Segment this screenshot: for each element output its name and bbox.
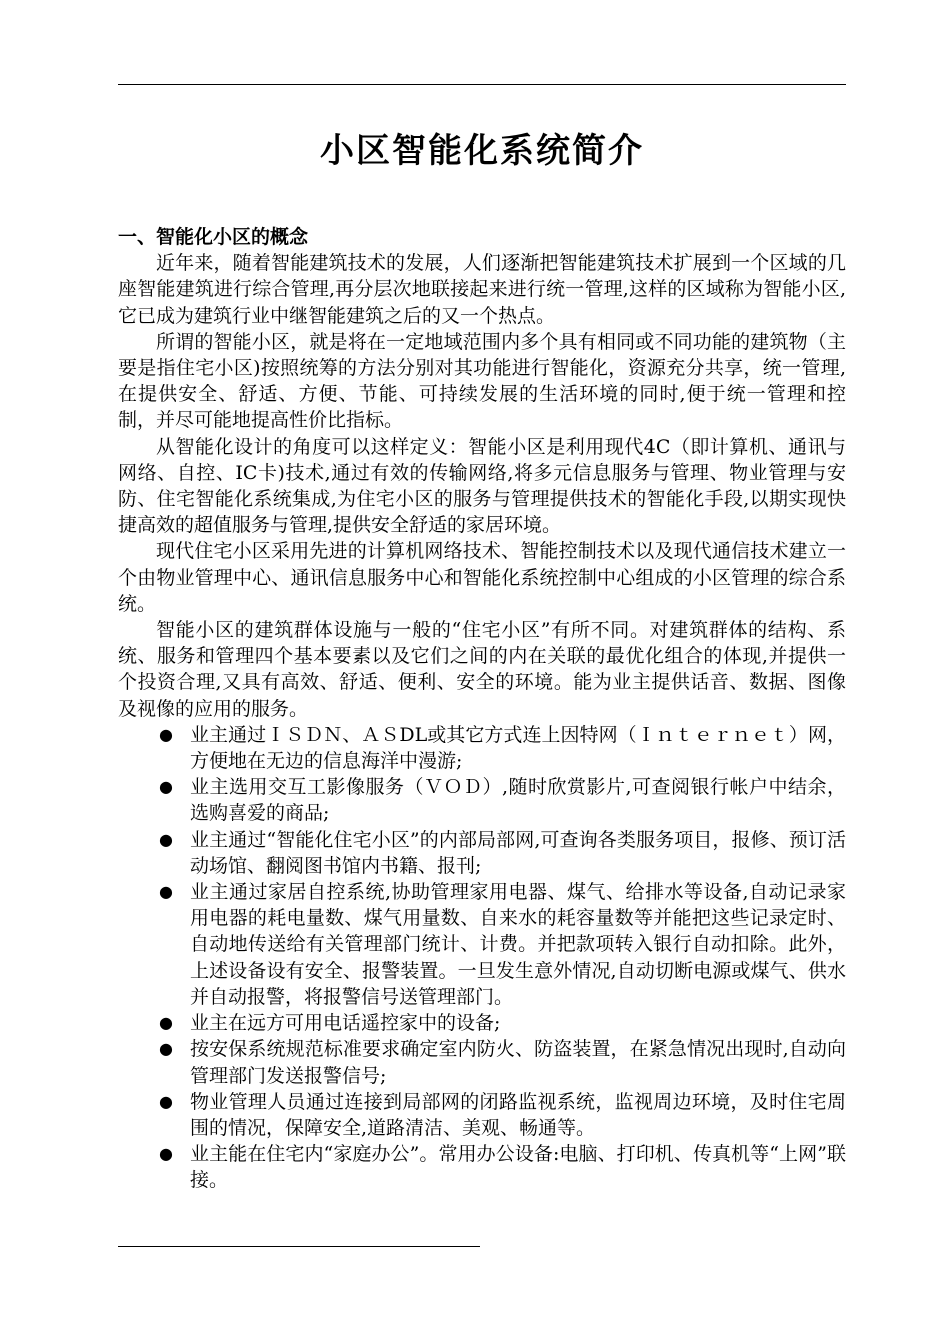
- list-item-text: 业主通过家居自控系统,协助管理家用电器、煤气、给排水等设备,自动记录家用电器的耗电量数、煤气用量数、自来水的耗容量数等并能把这些记录定时、自动地传送给有关管理部门统计、计费。并把款项转入银行自动扣除。此外，上述设备设有安全、报警装置。一旦发生意外情况,自动切断电源或煤气、供水并自动报警，将报警信号送管理部门。: [190, 881, 846, 1008]
- list-item-text: 业主通过“智能化住宅小区”的内部局部网,可查询各类服务项目，报修、预订活动场馆、翻阅图书馆内书籍、报刊;: [190, 828, 846, 877]
- bullet-icon: ●: [159, 829, 173, 849]
- paragraph: 所谓的智能小区，就是将在一定地域范围内多个具有相同或不同功能的建筑物（主要是指住宅小区)按照统筹的方法分别对其功能进行智能化，资源充分共享，统一管理,在提供安全、舒适、方便、节能、可持续发展的生活环境的同时,便于统一管理和控制，并尽可能地提高性价比指标。: [118, 330, 846, 432]
- bullet-icon: ●: [159, 1144, 173, 1164]
- document-page: [118, 0, 846, 1344]
- bullet-icon: ●: [159, 777, 173, 797]
- bullet-list: [118, 722, 846, 1194]
- paragraph: 智能小区的建筑群体设施与一般的“住宅小区”有所不同。对建筑群体的结构、系统、服务和管理四个基本要素以及它们之间的内在关联的最优化组合的体现,并提供一个投资合理,又具有高效、舒适、便利、安全的环境。能为业主提供话音、数据、图像及视像的应用的服务。: [118, 619, 846, 720]
- list-item: [118, 1089, 846, 1141]
- bullet-icon: ●: [159, 724, 173, 744]
- list-item-text: 业主能在住宅内“家庭办公”。常用办公设备:电脑、打印机、传真机等“上网”联接。: [190, 1143, 846, 1192]
- paragraph: 现代住宅小区采用先进的计算机网络技术、智能控制技术以及现代通信技术建立一个由物业管理中心、通讯信息服务中心和智能化系统控制中心组成的小区管理的综合系统。: [118, 540, 846, 615]
- list-item: [118, 827, 846, 879]
- paragraph: 从智能化设计的角度可以这样定义：智能小区是利用现代4C（即计算机、通讯与网络、自控、IC卡)技术,通过有效的传输网络,将多元信息服务与管理、物业管理与安防、住宅智能化系统集成,为住宅小区的服务与管理提供技术的智能化手段,以期实现快捷高效的超值服务与管理,提供安全舒适的家居环境。: [118, 435, 846, 537]
- list-item-text: 业主选用交互工影像服务（ＶＯＤ）,随时欣赏影片,可查阅银行帐户中结余，选购喜爱的商品;: [190, 776, 846, 825]
- footnote-rule: [118, 1246, 480, 1247]
- list-item: [118, 1010, 846, 1036]
- bullet-icon: ●: [159, 1091, 173, 1111]
- list-item-text: 物业管理人员通过连接到局部网的闭路监视系统，监视周边环境，及时住宅周围的情况，保障安全,道路清洁、美观、畅通等。: [190, 1090, 846, 1139]
- list-item-text: 业主在远方可用电话遥控家中的设备;: [190, 1012, 501, 1035]
- bullet-icon: ●: [159, 1039, 173, 1059]
- document-body: [118, 224, 846, 1194]
- bullet-icon: ●: [159, 1013, 173, 1033]
- list-item: [118, 1141, 846, 1193]
- paragraph: 近年来，随着智能建筑技术的发展，人们逐渐把智能建筑技术扩展到一个区域的几座智能建筑进行综合管理,再分层次地联接起来进行统一管理,这样的区域称为智能小区,它已成为建筑行业中继智能建筑之后的又一个热点。: [118, 252, 846, 327]
- section-heading: 一、智能化小区的概念: [118, 226, 309, 248]
- list-item: [118, 722, 846, 774]
- list-item: [118, 879, 846, 1010]
- document-title: 小区智能化系统简介: [320, 131, 644, 171]
- header-rule: [118, 84, 846, 85]
- list-item-text: 按安保系统规范标准要求确定室内防火、防盗装置，在紧急情况出现时,自动向管理部门发送报警信号;: [190, 1038, 846, 1087]
- list-item-text: 业主通过ＩＳＤＮ、ＡＳDL或其它方式连上因特网（Ｉｎｔｅｒｎｅｔ）网，方便地在无边的信息海洋中漫游;: [190, 723, 846, 773]
- list-item: [118, 774, 846, 826]
- list-item: [118, 1036, 846, 1088]
- bullet-icon: ●: [159, 882, 173, 902]
